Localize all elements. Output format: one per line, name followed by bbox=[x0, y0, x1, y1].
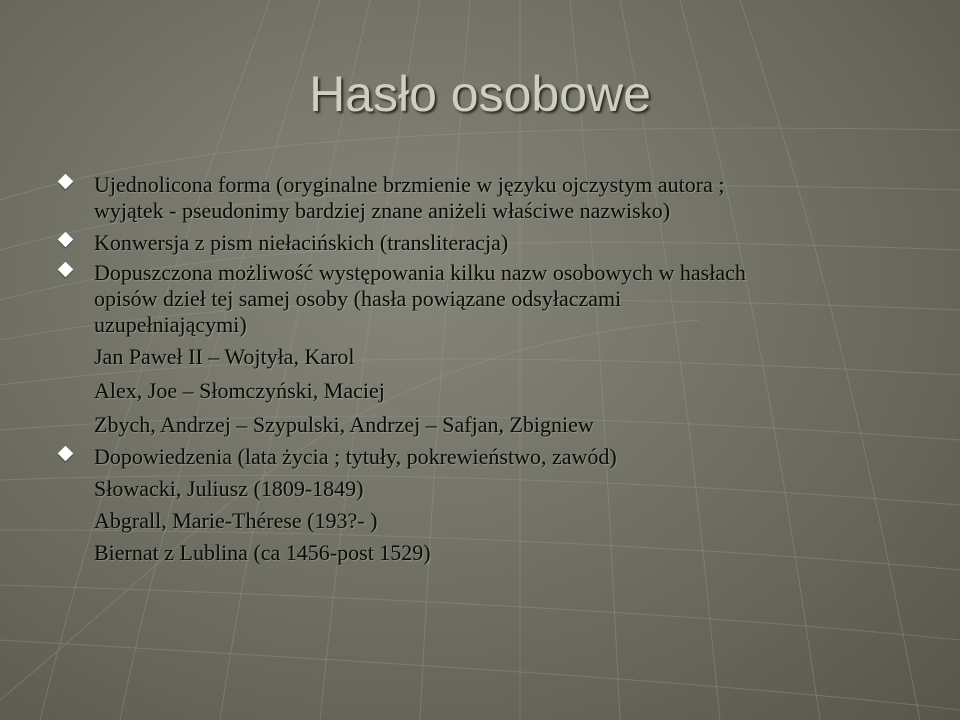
text-line: Konwersja z pism niełacińskich (transliteracja) bbox=[94, 230, 509, 255]
text-line: wyjątek - pseudonimy bardziej znane aniżeli właściwe nazwisko) bbox=[94, 198, 671, 223]
text-line: Zbych, Andrzej – Szypulski, Andrzej – Safjan, Zbigniew bbox=[94, 412, 594, 437]
slide-title: Hasło osobowe bbox=[309, 66, 651, 122]
text-line: Biernat z Lublina (ca 1456-post 1529) bbox=[94, 540, 431, 565]
diamond-bullet-icon bbox=[58, 232, 74, 248]
text-line: Abgrall, Marie-Thérese (193?- ) bbox=[94, 508, 378, 533]
text-line: Dopuszczona możliwość występowania kilku nazw osobowych w hasłach bbox=[94, 260, 746, 285]
diamond-bullet-icon bbox=[58, 446, 74, 462]
text-line: Jan Paweł II – Wojtyła, Karol bbox=[94, 344, 355, 369]
text-line: Dopowiedzenia (lata życia ; tytuły, pokrewieństwo, zawód) bbox=[94, 444, 617, 469]
diamond-bullet-icon bbox=[58, 262, 74, 278]
text-line: uzupełniającymi) bbox=[94, 312, 247, 337]
text-line: Słowacki, Juliusz (1809-1849) bbox=[94, 476, 364, 501]
text-line: Ujednolicona forma (oryginalne brzmienie w języku ojczystym autora ; bbox=[94, 172, 725, 197]
text-line: Alex, Joe – Słomczyński, Maciej bbox=[94, 378, 385, 403]
text-line: opisów dzieł tej samej osoby (hasła powiązane odsyłaczami bbox=[94, 286, 622, 311]
diamond-bullet-icon bbox=[58, 174, 74, 190]
